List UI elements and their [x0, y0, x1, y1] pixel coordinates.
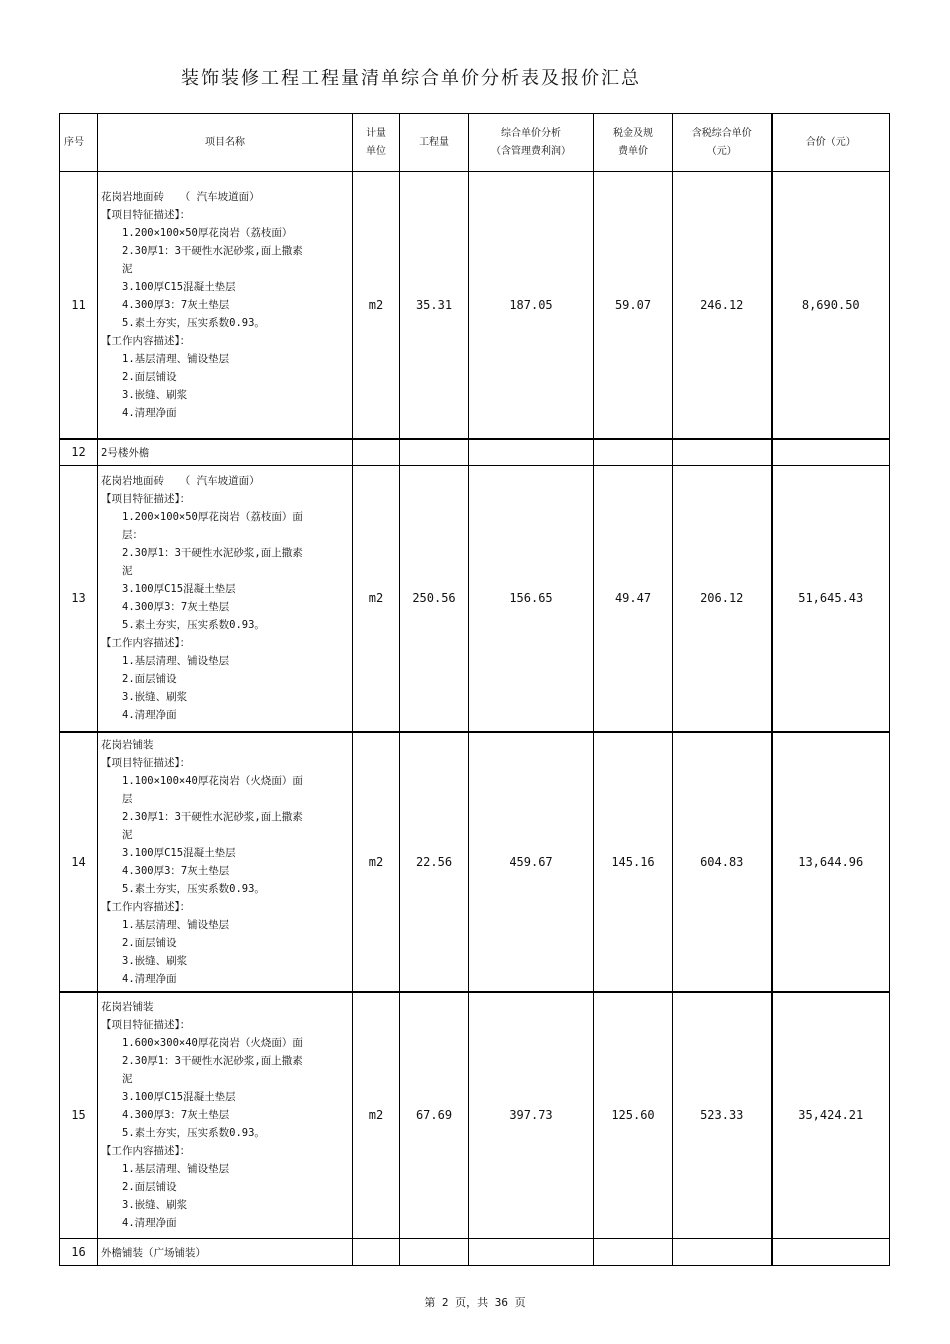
description-line: 4.清理净面 [101, 709, 177, 722]
header-name: 项目名称 [98, 114, 353, 172]
header-amount: 合价（元） [772, 114, 890, 172]
tax-cell: 59.07 [594, 172, 673, 439]
description-line: 【项目特征描述】： [101, 756, 191, 769]
description-line: 1.基层清理、铺设垫层 [101, 655, 230, 668]
section-title: 2号楼外檐 [98, 439, 353, 466]
header-qty: 工程量 [400, 114, 469, 172]
quantity-cell [400, 1239, 469, 1266]
description-line: 2.30厚1：3干硬性水泥砂浆,面上撒素 [101, 244, 303, 257]
description-line: 1.基层清理、铺设垫层 [101, 918, 230, 931]
table-row [60, 466, 890, 732]
amount-cell [772, 1239, 890, 1266]
quantity-cell: 67.69 [400, 992, 469, 1239]
description-line: 泥 [101, 1073, 133, 1086]
row-number: 11 [60, 172, 98, 439]
description-line: 2.面层铺设 [101, 1181, 177, 1194]
description-line: 3.100厚C15混凝土垫层 [101, 1091, 236, 1104]
table-row [60, 992, 890, 1239]
total-unit-price-cell [673, 1239, 772, 1266]
header-row [60, 114, 890, 172]
description-line: 3.嵌缝、刷浆 [101, 1199, 188, 1212]
description-line: 3.100厚C15混凝土垫层 [101, 846, 236, 859]
item-description [98, 992, 353, 1239]
unit-price-cell: 187.05 [469, 172, 594, 439]
unit-cell: m2 [353, 466, 400, 732]
total-unit-price-cell: 604.83 [673, 732, 772, 992]
table-row [60, 439, 890, 466]
unit-price-cell [469, 1239, 594, 1266]
description-line: 1.200×100×50厚花岗岩（荔枝面）面 [101, 511, 303, 524]
unit-cell: m2 [353, 732, 400, 992]
description-line: 4.清理净面 [101, 1217, 177, 1230]
description-line: 2.面层铺设 [101, 370, 177, 383]
unit-cell: m2 [353, 992, 400, 1239]
description-line: 3.嵌缝、刷浆 [101, 388, 188, 401]
description-line: 花岗岩地面砖 （ 汽车坡道面） [101, 190, 260, 203]
unit-price-cell: 397.73 [469, 992, 594, 1239]
header-total-price: 含税综合单价 （元） [673, 114, 772, 172]
row-number: 12 [60, 439, 98, 466]
description-line: 【项目特征描述】： [101, 208, 191, 221]
header-price: 综合单价分析 （含管理费利润） [469, 114, 594, 172]
header-unit: 计量 单位 [353, 114, 400, 172]
item-description [98, 732, 353, 992]
description-line: 【工作内容描述】： [101, 637, 191, 650]
description-line: 3.100厚C15混凝土垫层 [101, 280, 236, 293]
section-title: 外檐铺装（广场铺装） [98, 1239, 353, 1266]
quantity-cell: 35.31 [400, 172, 469, 439]
unit-cell [353, 1239, 400, 1266]
amount-cell: 51,645.43 [772, 466, 890, 732]
description-line: 【工作内容描述】： [101, 334, 191, 347]
page-title: 装饰装修工程工程量清单综合单价分析表及报价汇总 [181, 68, 641, 89]
amount-cell: 35,424.21 [772, 992, 890, 1239]
description-line: 5.素土夯实，压实系数0.93。 [101, 882, 265, 895]
total-unit-price-cell [673, 439, 772, 466]
description-line: 4.300厚3：7灰土垫层 [101, 601, 230, 614]
tax-cell [594, 1239, 673, 1266]
row-number: 14 [60, 732, 98, 992]
description-line: 5.素土夯实，压实系数0.93。 [101, 619, 265, 632]
description-line: 【工作内容描述】： [101, 1145, 191, 1158]
header-no: 序号 [60, 114, 98, 172]
description-line: 【项目特征描述】： [101, 1019, 191, 1032]
unit-price-cell: 459.67 [469, 732, 594, 992]
amount-cell: 8,690.50 [772, 172, 890, 439]
page-footer: 第 2 页，共 36 页 [424, 1296, 526, 1309]
description-line: 5.素土夯实，压实系数0.93。 [101, 1127, 265, 1140]
description-line: 2.30厚1：3干硬性水泥砂浆,面上撒素 [101, 810, 303, 823]
amount-cell [772, 439, 890, 466]
unit-price-cell: 156.65 [469, 466, 594, 732]
description-line: 【工作内容描述】： [101, 900, 191, 913]
header-tax: 税金及规 费单价 [594, 114, 673, 172]
unit-cell [353, 439, 400, 466]
description-line: 泥 [101, 828, 133, 841]
table-row [60, 172, 890, 439]
description-line: 4.300厚3：7灰土垫层 [101, 1109, 230, 1122]
row-number: 16 [60, 1239, 98, 1266]
description-line: 3.100厚C15混凝土垫层 [101, 583, 236, 596]
table-row [60, 1239, 890, 1266]
description-line: 1.基层清理、铺设垫层 [101, 352, 230, 365]
description-line: 层： [101, 529, 143, 542]
description-line: 1.基层清理、铺设垫层 [101, 1163, 230, 1176]
description-line: 4.清理净面 [101, 406, 177, 419]
item-description [98, 172, 353, 439]
description-line: 层 [101, 792, 133, 805]
total-unit-price-cell: 246.12 [673, 172, 772, 439]
description-line: 5.素土夯实，压实系数0.93。 [101, 316, 265, 329]
description-line: 4.300厚3：7灰土垫层 [101, 298, 230, 311]
description-line: 3.嵌缝、刷浆 [101, 954, 188, 967]
description-line: 1.200×100×50厚花岗岩（荔枝面） [101, 226, 293, 239]
total-unit-price-cell: 523.33 [673, 992, 772, 1239]
row-number: 15 [60, 992, 98, 1239]
row-number: 13 [60, 466, 98, 732]
quotation-table [59, 113, 890, 1266]
description-line: 4.清理净面 [101, 972, 177, 985]
amount-cell: 13,644.96 [772, 732, 890, 992]
total-unit-price-cell: 206.12 [673, 466, 772, 732]
description-line: 4.300厚3：7灰土垫层 [101, 864, 230, 877]
description-line: 【项目特征描述】： [101, 493, 191, 506]
tax-cell: 49.47 [594, 466, 673, 732]
description-line: 花岗岩铺装 [101, 1001, 154, 1014]
unit-price-cell [469, 439, 594, 466]
description-line: 泥 [101, 565, 133, 578]
item-description [98, 466, 353, 732]
table-row [60, 732, 890, 992]
tax-cell: 145.16 [594, 732, 673, 992]
description-line: 花岗岩铺装 [101, 738, 154, 751]
description-line: 2.面层铺设 [101, 673, 177, 686]
tax-cell [594, 439, 673, 466]
description-line: 2.30厚1：3干硬性水泥砂浆,面上撒素 [101, 547, 303, 560]
description-line: 1.600×300×40厚花岗岩（火烧面）面 [101, 1037, 303, 1050]
quantity-cell: 250.56 [400, 466, 469, 732]
description-line: 2.30厚1：3干硬性水泥砂浆,面上撒素 [101, 1055, 303, 1068]
description-line: 泥 [101, 262, 133, 275]
description-line: 花岗岩地面砖 （ 汽车坡道面） [101, 475, 260, 488]
description-line: 3.嵌缝、刷浆 [101, 691, 188, 704]
description-line: 1.100×100×40厚花岗岩（火烧面）面 [101, 774, 303, 787]
tax-cell: 125.60 [594, 992, 673, 1239]
quantity-cell [400, 439, 469, 466]
quantity-cell: 22.56 [400, 732, 469, 992]
description-line: 2.面层铺设 [101, 936, 177, 949]
unit-cell: m2 [353, 172, 400, 439]
